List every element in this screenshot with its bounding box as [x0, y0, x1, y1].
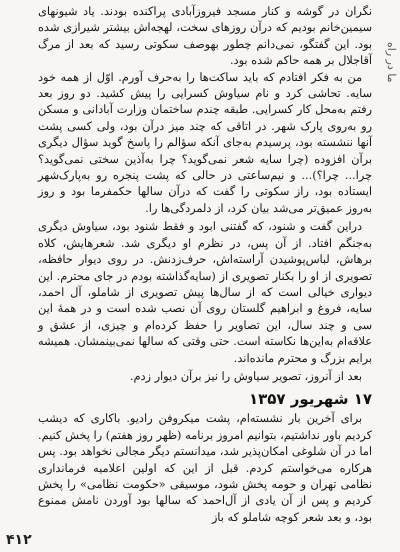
section-heading: ۱۷ شهریور ۱۳۵۷ [248, 390, 372, 409]
paragraph-1: نگران در گوشه و کنار مسجد فیروزآبادی پراکنده بودند. یاد شیونهای سیمین‌خانم بودیم که درآن روزهای سخت، لهجه‌اش بیشتر شیرازی شده بود. این گفتگو، نمی‌دانم چطور بهوصف سکوتی رسید که بعد از مرگ آقاجلال بر همه حاکم شده بود. [38, 5, 372, 68]
body-text [38, 4, 372, 528]
paragraph-2: من به فکر افتادم که باید ساکت‌ها را به‌حرف آورم. اوّل از همه خود سایه. تحاشی کرد و نام سیاوش کسرایی را پیش کشید. دو روز بعد رفتم به‌محل کار کسرایی. طبقه چندم ساختمان وزارت آبادانی و مسکن رو به‌روی پارک شهر. در اتاقی که چند میز درآن بود، ولی کسی پشت آنها ننشسته بود، پرسیدم به‌جای آنکه سؤالم را پاسخ گوید سؤال دیگری برآن افزوده (چرا سایه شعر نمی‌گوید؟ چرا به‌آذین سختی نمی‌گوید؟ چرا... چرا؟)... و نیم‌ساعتی در حالی که پشت پنجره رو به‌پارک‌شهر ایستاده بود، راز سکوتی را گفت که درآن سالها حکمفرما بود و روز به‌روز عمیق‌تر می‌شد بیان کرد، از دلمردگی‌ها را. [38, 70, 372, 215]
paragraph-3: دراین گفت و شنود، که گفتنی ابود و فقط شنود بود، سیاوش دیگری به‌جنگم افتاد. از آن پس، در نظرم او دیگری شد. شعرهایش، کلاه برهاش، لباس‌پوشیدن آراسته‌اش، حرف‌زدنش. در روی دیوار حافظه، تصویری از او را بکنار تصویری از (سایه‌گذاشته بودم در جای محترم. این دیواری خیالی است که از سال‌ها پیش تصویری از شاملو، آل احمد، سایه، فروغ و ابراهیم گلستان روی آن نصب شده است و در همهٔ این سی و چند سال، این تصاویر را حفظ کرده‌ام و چیزی، از عشق و علاقه‌ام به‌این‌ها نکاسته است. حتی وقتی که سالها نمی‌بینمشان. همیشه برایم بزرگ و محترم مانده‌اند. [38, 220, 372, 365]
paragraph-5: برای آخرین بار نشسته‌ام، پشت میکروفن رادیو. باکاری که دیشب کردیم باور نداشتیم، بتوانیم امروز برنامه (ظهر روز هفتم) را پخش کنیم. اما در آن شلوغی امکان‌پذیر شد، میدانستم دیگر مجالی نخواهد بود. پس هرکاره می‌خواستم کردم. قبل از این که اولین اعلامیه فرمانداری نظامی تهران و حومه پخش شود، موسیقی «حکومت نظامی» را پخش کردیم و پس از آن یادی از آل‌احمد که سالها بود آوردن نامش ممنوع بود، و بعد شعر کوچه شاملو که باز [38, 412, 372, 524]
paragraph-4: بعد از آنروز، تصویر سیاوش را نیز برآن دیوار زدم. [129, 369, 362, 383]
running-head: ما در راه [385, 41, 398, 83]
page-number: ۴۱۲ [6, 532, 32, 548]
